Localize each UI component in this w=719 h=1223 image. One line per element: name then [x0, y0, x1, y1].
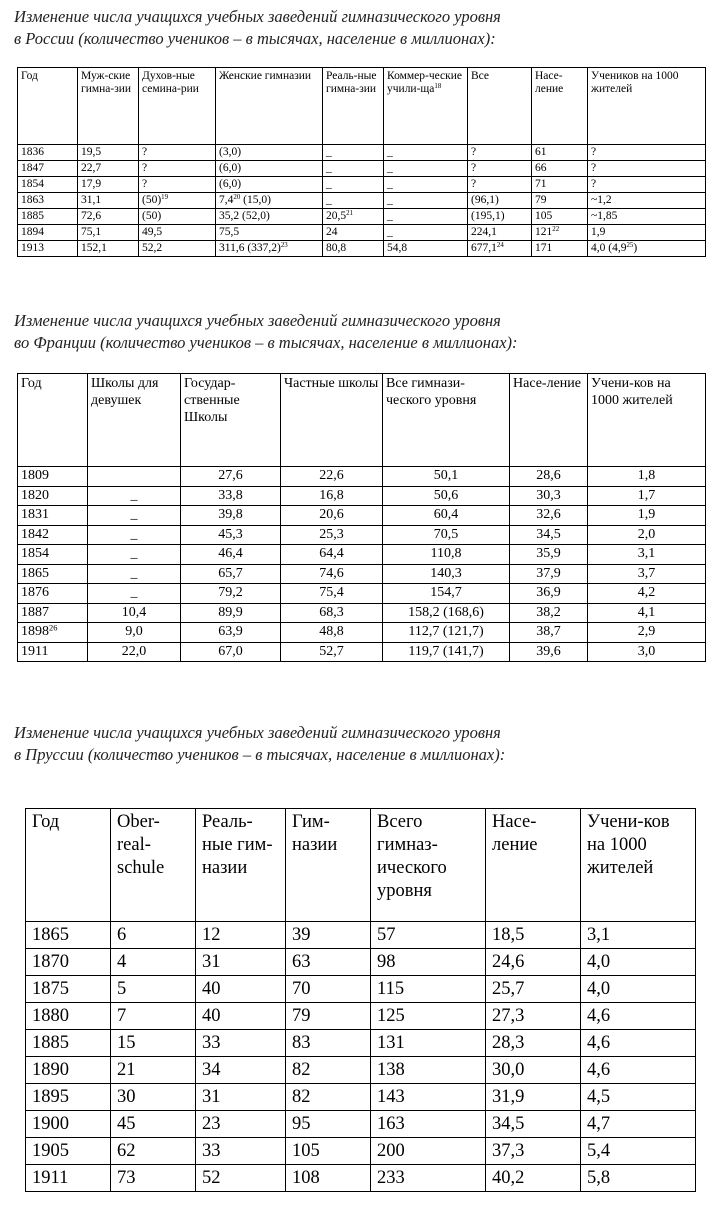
table-cell: 1911 [26, 1165, 111, 1192]
table-cell: 4 [111, 949, 196, 976]
table-cell: 1876 [18, 584, 88, 604]
table-cell: 3,1 [581, 922, 696, 949]
table-cell: 4,5 [581, 1084, 696, 1111]
table-cell: 79 [532, 193, 588, 209]
table-cell: _ [384, 177, 468, 193]
table-cell: 52 [196, 1165, 286, 1192]
table-row [18, 486, 706, 506]
table-cell: 27,3 [486, 1003, 581, 1030]
prussia-caption-line-2: в Пруссии (количество учеников – в тысячах, население в миллионах): [14, 744, 506, 764]
table-cell: ~1,2 [588, 193, 706, 209]
table-cell: 1911 [18, 642, 88, 662]
table-row [26, 1138, 696, 1165]
table-cell: 23 [196, 1111, 286, 1138]
table-cell: 3,7 [588, 564, 706, 584]
table-cell: ? [468, 161, 532, 177]
table-cell: 115 [371, 976, 486, 1003]
table-cell: 2,9 [588, 623, 706, 643]
table-cell: 21 [111, 1057, 196, 1084]
table-cell: _ [384, 209, 468, 225]
cell-value: 677,1 [471, 242, 497, 254]
table-cell: 73 [111, 1165, 196, 1192]
prussia-table [25, 808, 696, 1192]
table-cell: 18,5 [486, 922, 581, 949]
cell-value-close: ) [633, 242, 638, 254]
footnote-marker: 19 [161, 194, 169, 202]
footnote-marker: 26 [49, 623, 58, 633]
russia-header-cell: Духов-ные семина-рии [139, 68, 216, 145]
table-row [18, 584, 706, 604]
france-header-cell: Насе-ление [510, 374, 588, 467]
table-cell: 1,9 [588, 225, 706, 241]
table-cell: 1870 [26, 949, 111, 976]
table-cell: 37,3 [486, 1138, 581, 1165]
table-cell: 70,5 [383, 525, 510, 545]
table-cell: 154,7 [383, 584, 510, 604]
table-cell: 39,8 [181, 506, 281, 526]
table-cell: (3,0) [216, 145, 323, 161]
table-cell: 95 [286, 1111, 371, 1138]
table-cell: 82 [286, 1084, 371, 1111]
table-cell: 9,0 [88, 623, 181, 643]
footnote-marker: 22 [552, 226, 560, 234]
russia-header-cell: Женские гимназии [216, 68, 323, 145]
table-cell: _ [88, 525, 181, 545]
table-cell: ? [139, 177, 216, 193]
russia-header-cell: Год [18, 68, 78, 145]
cell-value: (50) [142, 194, 162, 206]
prussia-header-cell: Насе-ление [486, 809, 581, 922]
table-row [18, 145, 706, 161]
table-cell: 34,5 [486, 1111, 581, 1138]
table-row [26, 949, 696, 976]
table-cell: 37,9 [510, 564, 588, 584]
prussia-header-cell: Ober-real-schule [111, 809, 196, 922]
table-cell: ? [139, 161, 216, 177]
table-cell: 31 [196, 949, 286, 976]
table-cell: 64,4 [281, 545, 383, 565]
table-cell: 4,7 [581, 1111, 696, 1138]
table-cell: 82 [286, 1057, 371, 1084]
table-cell: _ [384, 145, 468, 161]
table-cell: 83 [286, 1030, 371, 1057]
table-cell: 112,7 (121,7) [383, 623, 510, 643]
table-cell [532, 225, 588, 241]
footnote-marker: 25 [626, 242, 634, 250]
table-row [26, 1111, 696, 1138]
table-cell: 16,8 [281, 486, 383, 506]
table-cell: 75,1 [78, 225, 139, 241]
table-cell: _ [323, 193, 384, 209]
russia-header-row [18, 68, 706, 145]
table-cell: 72,6 [78, 209, 139, 225]
table-cell: 2,0 [588, 525, 706, 545]
table-cell: 98 [371, 949, 486, 976]
table-cell: 33 [196, 1030, 286, 1057]
table-cell: 7 [111, 1003, 196, 1030]
table-cell: 143 [371, 1084, 486, 1111]
prussia-header-row [26, 809, 696, 922]
table-cell: ? [468, 177, 532, 193]
table-cell: 224,1 [468, 225, 532, 241]
table-cell: 1875 [26, 976, 111, 1003]
table-cell: 1900 [26, 1111, 111, 1138]
table-cell: 1854 [18, 545, 88, 565]
table-cell: 131 [371, 1030, 486, 1057]
table-cell: 35,9 [510, 545, 588, 565]
table-cell: 33,8 [181, 486, 281, 506]
table-cell: 17,9 [78, 177, 139, 193]
table-cell: 45,3 [181, 525, 281, 545]
table-cell: 1820 [18, 486, 88, 506]
table-cell: 57 [371, 922, 486, 949]
table-cell: 1913 [18, 241, 78, 257]
table-cell: 4,6 [581, 1057, 696, 1084]
table-cell: 31,1 [78, 193, 139, 209]
table-cell: 70 [286, 976, 371, 1003]
table-cell: 38,7 [510, 623, 588, 643]
table-cell: 75,4 [281, 584, 383, 604]
table-cell: 10,4 [88, 603, 181, 623]
table-cell: 4,6 [581, 1003, 696, 1030]
table-cell: 12 [196, 922, 286, 949]
table-cell: 1890 [26, 1057, 111, 1084]
table-cell: ? [588, 145, 706, 161]
table-cell: 4,2 [588, 584, 706, 604]
russia-table [17, 67, 706, 257]
table-cell: 3,1 [588, 545, 706, 565]
table-cell: 5,8 [581, 1165, 696, 1192]
table-row [18, 642, 706, 662]
table-cell: 108 [286, 1165, 371, 1192]
table-cell: 1831 [18, 506, 88, 526]
table-row [18, 564, 706, 584]
table-cell: 61 [532, 145, 588, 161]
france-header-cell: Частные школы [281, 374, 383, 467]
cell-value: 7,4 [219, 194, 234, 206]
table-row [26, 976, 696, 1003]
footnote-marker: 23 [280, 242, 288, 250]
table-cell: (6,0) [216, 177, 323, 193]
table-cell: 1880 [26, 1003, 111, 1030]
table-row [18, 161, 706, 177]
prussia-header-cell: Реаль-ные гим-назии [196, 809, 286, 922]
france-caption-line-1: Изменение числа учащихся учебных заведений гимназического уровня [14, 311, 501, 330]
table-cell: 1854 [18, 177, 78, 193]
table-cell: 20,6 [281, 506, 383, 526]
table-cell: 1,9 [588, 506, 706, 526]
table-cell [468, 241, 532, 257]
table-row [18, 506, 706, 526]
russia-caption-line-2: в России (количество учеников – в тысячах, население в миллионах): [14, 28, 496, 48]
table-cell [139, 193, 216, 209]
table-row [18, 241, 706, 257]
table-cell: 63 [286, 949, 371, 976]
russia-header-cell: Учеников на 1000 жителей [588, 68, 706, 145]
table-cell: 125 [371, 1003, 486, 1030]
cell-value-extra: (15,0) [240, 194, 271, 206]
france-header-cell: Школы для девушек [88, 374, 181, 467]
table-cell: 28,6 [510, 467, 588, 487]
table-cell: _ [88, 486, 181, 506]
table-row [26, 1165, 696, 1192]
table-cell: ? [588, 177, 706, 193]
table-cell: 74,6 [281, 564, 383, 584]
table-cell: 39,6 [510, 642, 588, 662]
table-cell: 4,1 [588, 603, 706, 623]
france-caption [14, 310, 704, 354]
table-row [18, 467, 706, 487]
table-cell: 63,9 [181, 623, 281, 643]
table-cell: 67,0 [181, 642, 281, 662]
table-cell: 1809 [18, 467, 88, 487]
table-cell: _ [384, 161, 468, 177]
table-cell: 79,2 [181, 584, 281, 604]
table-cell: 163 [371, 1111, 486, 1138]
table-cell: 152,1 [78, 241, 139, 257]
france-header-row [18, 374, 706, 467]
table-cell: 1865 [18, 564, 88, 584]
table-cell: ? [588, 161, 706, 177]
russia-header-cell: Муж-ские гимна-зии [78, 68, 139, 145]
table-cell: _ [323, 161, 384, 177]
table-cell: 138 [371, 1057, 486, 1084]
table-cell: 110,8 [383, 545, 510, 565]
table-cell: 35,2 (52,0) [216, 209, 323, 225]
table-cell: 60,4 [383, 506, 510, 526]
table-cell: 34 [196, 1057, 286, 1084]
table-cell: 33 [196, 1138, 286, 1165]
table-cell: 1863 [18, 193, 78, 209]
table-row [18, 603, 706, 623]
cell-value: 121 [535, 226, 553, 238]
table-cell [216, 241, 323, 257]
table-cell: 158,2 (168,6) [383, 603, 510, 623]
table-cell: 39 [286, 922, 371, 949]
table-cell: 31 [196, 1084, 286, 1111]
table-cell: 38,2 [510, 603, 588, 623]
table-cell: _ [384, 193, 468, 209]
table-cell: 233 [371, 1165, 486, 1192]
table-cell: 3,0 [588, 642, 706, 662]
table-cell: 30,3 [510, 486, 588, 506]
table-cell: 5 [111, 976, 196, 1003]
table-cell: 75,5 [216, 225, 323, 241]
table-cell: ~1,85 [588, 209, 706, 225]
table-cell: 1842 [18, 525, 88, 545]
russia-header-cell: Все [468, 68, 532, 145]
table-cell: 1847 [18, 161, 78, 177]
table-cell: 65,7 [181, 564, 281, 584]
table-cell: 27,6 [181, 467, 281, 487]
table-cell: (6,0) [216, 161, 323, 177]
table-row [18, 525, 706, 545]
table-cell: 1895 [26, 1084, 111, 1111]
table-cell: 171 [532, 241, 588, 257]
table-cell: 50,1 [383, 467, 510, 487]
table-cell: ? [468, 145, 532, 161]
table-cell: _ [88, 584, 181, 604]
table-cell [88, 467, 181, 487]
table-cell: _ [88, 545, 181, 565]
table-cell: 30 [111, 1084, 196, 1111]
prussia-caption-line-1: Изменение числа учащихся учебных заведений гимназического уровня [14, 723, 501, 742]
france-table [17, 373, 706, 662]
table-cell: 34,5 [510, 525, 588, 545]
russia-header-text: Коммер-ческие учили-ща [387, 70, 462, 95]
table-cell: 46,4 [181, 545, 281, 565]
table-cell: 1,8 [588, 467, 706, 487]
table-cell: 15 [111, 1030, 196, 1057]
france-header-cell: Все гимнази-ческого уровня [383, 374, 510, 467]
table-cell: 105 [286, 1138, 371, 1165]
table-cell: 25,7 [486, 976, 581, 1003]
cell-value: 4,0 (4,9 [591, 242, 627, 254]
table-cell: 24 [323, 225, 384, 241]
table-row [18, 225, 706, 241]
table-cell: 25,3 [281, 525, 383, 545]
table-cell: 49,5 [139, 225, 216, 241]
table-cell: 40 [196, 1003, 286, 1030]
prussia-header-cell: Учени-ков на 1000 жителей [581, 809, 696, 922]
prussia-header-cell: Гим-назии [286, 809, 371, 922]
table-cell [216, 193, 323, 209]
table-cell: 48,8 [281, 623, 383, 643]
table-cell: 28,3 [486, 1030, 581, 1057]
table-cell: 5,4 [581, 1138, 696, 1165]
table-cell: 40,2 [486, 1165, 581, 1192]
footnote-marker: 20 [233, 194, 241, 202]
cell-value: 311,6 (337,2) [219, 242, 281, 254]
table-cell: _ [88, 506, 181, 526]
france-caption-line-2: во Франции (количество учеников – в тысячах, население в миллионах): [14, 332, 518, 352]
table-row [26, 1030, 696, 1057]
france-header-cell: Учени-ков на 1000 жителей [588, 374, 706, 467]
russia-header-cell: Насе-ление [532, 68, 588, 145]
table-cell: _ [384, 225, 468, 241]
table-cell [18, 623, 88, 643]
table-cell: 19,5 [78, 145, 139, 161]
table-cell: 40 [196, 976, 286, 1003]
table-cell [588, 241, 706, 257]
table-cell: 89,9 [181, 603, 281, 623]
table-cell: 54,8 [384, 241, 468, 257]
table-cell: 200 [371, 1138, 486, 1165]
table-cell: 24,6 [486, 949, 581, 976]
table-cell: 1887 [18, 603, 88, 623]
table-cell: ? [139, 145, 216, 161]
prussia-header-cell: Год [26, 809, 111, 922]
table-row [18, 193, 706, 209]
table-cell: 140,3 [383, 564, 510, 584]
table-cell: 71 [532, 177, 588, 193]
footnote-marker: 24 [496, 242, 504, 250]
table-cell: 119,7 (141,7) [383, 642, 510, 662]
table-row [18, 545, 706, 565]
table-cell: 80,8 [323, 241, 384, 257]
table-cell: _ [323, 177, 384, 193]
table-cell: 36,9 [510, 584, 588, 604]
table-cell: 31,9 [486, 1084, 581, 1111]
table-cell: (195,1) [468, 209, 532, 225]
table-cell: 105 [532, 209, 588, 225]
table-row [26, 1003, 696, 1030]
table-cell: _ [88, 564, 181, 584]
table-row [18, 623, 706, 643]
table-cell: (96,1) [468, 193, 532, 209]
table-cell: 1836 [18, 145, 78, 161]
table-cell: 32,6 [510, 506, 588, 526]
russia-caption-line-1: Изменение числа учащихся учебных заведений гимназического уровня [14, 7, 501, 26]
table-cell: 4,6 [581, 1030, 696, 1057]
table-cell: 79 [286, 1003, 371, 1030]
prussia-caption [14, 722, 704, 766]
cell-value: 1898 [21, 624, 49, 639]
table-row [18, 177, 706, 193]
prussia-header-cell: Всего гимназ-ического уровня [371, 809, 486, 922]
footnote-marker: 21 [346, 210, 354, 218]
table-cell: 1894 [18, 225, 78, 241]
table-cell: 68,3 [281, 603, 383, 623]
table-cell: 1885 [18, 209, 78, 225]
table-row [26, 1057, 696, 1084]
table-cell: 1,7 [588, 486, 706, 506]
table-cell: 1885 [26, 1030, 111, 1057]
table-cell: 1865 [26, 922, 111, 949]
table-cell: 52,7 [281, 642, 383, 662]
table-cell: 45 [111, 1111, 196, 1138]
table-cell: _ [323, 145, 384, 161]
table-row [26, 1084, 696, 1111]
table-cell: 50,6 [383, 486, 510, 506]
russia-header-cell [384, 68, 468, 145]
table-cell: 22,0 [88, 642, 181, 662]
table-cell [323, 209, 384, 225]
table-cell: 6 [111, 922, 196, 949]
russia-caption [14, 6, 704, 50]
table-cell: 22,6 [281, 467, 383, 487]
russia-header-cell: Реаль-ные гимна-зии [323, 68, 384, 145]
france-header-cell: Год [18, 374, 88, 467]
table-cell: 22,7 [78, 161, 139, 177]
table-cell: 30,0 [486, 1057, 581, 1084]
footnote-marker: 18 [434, 83, 442, 91]
table-cell: 66 [532, 161, 588, 177]
table-cell: 52,2 [139, 241, 216, 257]
table-cell: 62 [111, 1138, 196, 1165]
table-cell: 1905 [26, 1138, 111, 1165]
table-cell: 4,0 [581, 976, 696, 1003]
table-row [26, 922, 696, 949]
table-cell: 4,0 [581, 949, 696, 976]
table-row [18, 209, 706, 225]
cell-value: 20,5 [326, 210, 347, 222]
table-cell: (50) [139, 209, 216, 225]
france-header-cell: Государ-ственные Школы [181, 374, 281, 467]
